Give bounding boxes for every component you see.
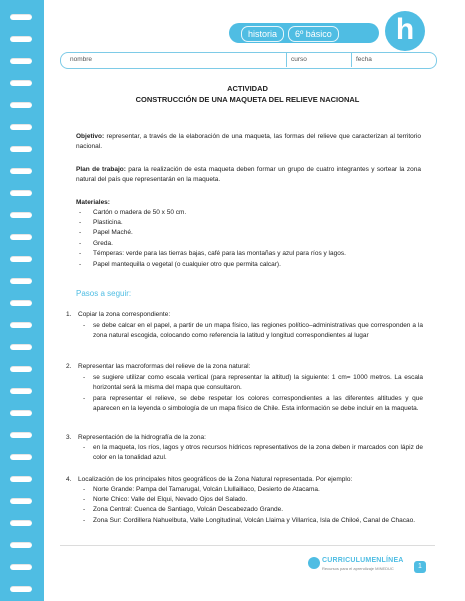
step-detail: Zona Central: Cuenca de Santiago, Volcán Descabezado Grande. (93, 506, 284, 513)
binding-ring (10, 564, 32, 570)
bullet: - (83, 506, 86, 513)
activity-label: ACTIVIDAD (227, 84, 268, 93)
material-item: Greda. (93, 240, 113, 247)
binding-ring (10, 322, 32, 328)
student-info-bar (60, 52, 437, 69)
binding-ring (10, 498, 32, 504)
page-number: 1 (414, 561, 426, 573)
binding-ring (10, 344, 32, 350)
binding-ring (10, 366, 32, 372)
grade-level-tag: 6º básico (288, 26, 339, 42)
bullet: - (83, 517, 86, 524)
binding-ring (10, 432, 32, 438)
spiral-binding (0, 0, 44, 601)
binding-ring (10, 58, 32, 64)
curriculum-logo-icon (308, 557, 320, 569)
course-label: curso (291, 56, 307, 63)
binding-ring (10, 168, 32, 174)
subject-logo-icon: h (385, 11, 425, 51)
step-title: Localización de los principales hitos geográficos de la Zona Natural representada. Por ejemplo: (78, 476, 353, 483)
binding-ring (10, 212, 32, 218)
divider (351, 53, 352, 67)
page-title: CONSTRUCCIÓN DE UNA MAQUETA DEL RELIEVE NACIONAL (135, 95, 360, 104)
binding-ring (10, 300, 32, 306)
material-item: Témperas: verde para las tierras bajas, café para las montañas y azul para ríos y lagos. (93, 250, 346, 257)
bullet: - (79, 229, 82, 236)
binding-ring (10, 388, 32, 394)
binding-ring (10, 476, 32, 482)
subject-tag: historia (241, 26, 284, 42)
bullet: - (79, 250, 82, 257)
step-detail: se sugiere utilizar como escala vertical (para representar la altitud) la siguiente: 1 cm= 1000 metros. La escala horizontal será la misma del mapa que consultaron. (93, 374, 423, 391)
binding-ring (10, 586, 32, 592)
step-title: Representar las macroformas del relieve de la zona natural: (78, 363, 251, 370)
name-label: nombre (70, 56, 93, 63)
bullet: - (83, 486, 86, 493)
bullet: - (83, 395, 86, 402)
step-title: Copiar la zona correspondiente: (78, 311, 171, 318)
bullet: - (79, 240, 82, 247)
bullet: - (79, 209, 82, 216)
bullet: - (83, 374, 86, 381)
bullet: - (83, 496, 86, 503)
binding-ring (10, 146, 32, 152)
materials-heading: Materiales: (76, 199, 110, 206)
step-detail: Zona Sur: Cordillera Nahuelbuta, Valle Longitudinal, Volcán Llaima y Villarrica, Isla de Chiloé, Canal de Chacao. (93, 517, 416, 524)
bullet: - (83, 322, 86, 329)
material-item: Papel mantequilla o vegetal (o cualquier otro que permita calcar). (93, 261, 281, 268)
plan-label: Plan de trabajo: (76, 166, 126, 173)
footer-brand: CURRICULUMENLÍNEA (322, 557, 404, 564)
step-detail: se debe calcar en el papel, a partir de un mapa físico, las regiones político–administrativas que corresponden a la zona natural escogida, colocando como referencia la latitud y longitud correspondientes al lugar (93, 322, 423, 339)
objective-label: Objetivo: (76, 133, 105, 140)
material-item: Papel Maché. (93, 229, 133, 236)
step-detail: para representar el relieve, se debe respetar los colores correspondientes a las diferentes altitudes y que aparecen en la leyenda o simbología de un mapa físico de Chile. Esta información se debe incluir en la maqueta. (93, 395, 423, 412)
step-number: 1. (66, 311, 72, 318)
binding-ring (10, 14, 32, 20)
bullet: - (79, 219, 82, 226)
binding-ring (10, 190, 32, 196)
plan-text: para la realización de esta maqueta deben formar un grupo de cuatro integrantes y sortear la zona natural del país que representarán en la maqueta. (76, 166, 421, 183)
bullet: - (83, 444, 86, 451)
binding-ring (10, 234, 32, 240)
binding-ring (10, 454, 32, 460)
step-number: 2. (66, 363, 72, 370)
divider (286, 53, 287, 67)
step-detail: en la maqueta, los ríos, lagos y otros recursos hídricos representativos de la zona deben ir marcados con lápiz de color en la tonalidad azul. (93, 444, 423, 461)
step-number: 4. (66, 476, 72, 483)
binding-ring (10, 124, 32, 130)
step-detail: Norte Chico: Valle del Elqui, Nevado Ojos del Salado. (93, 496, 248, 503)
step-title: Representación de la hidrografía de la zona: (78, 434, 206, 441)
objective-paragraph (76, 132, 421, 151)
binding-ring (10, 102, 32, 108)
material-item: Cartón o madera de 50 x 50 cm. (93, 209, 187, 216)
binding-ring (10, 410, 32, 416)
plan-paragraph (76, 165, 421, 184)
binding-ring (10, 542, 32, 548)
date-label: fecha (356, 56, 372, 63)
step-detail: Norte Grande: Pampa del Tamarugal, Volcán Llullaillaco, Desierto de Atacama. (93, 486, 320, 493)
objective-text: representar, a través de la elaboración de una maqueta, las formas del relieve que caracterizan al territorio nacional. (76, 133, 421, 150)
footer-divider (60, 545, 435, 546)
bullet: - (79, 261, 82, 268)
binding-ring (10, 520, 32, 526)
binding-ring (10, 278, 32, 284)
steps-heading: Pasos a seguir: (76, 289, 132, 298)
step-number: 3. (66, 434, 72, 441)
material-item: Plasticina. (93, 219, 123, 226)
footer-tagline: Recursos para el aprendizaje MINEDUC (322, 566, 394, 571)
binding-ring (10, 80, 32, 86)
binding-ring (10, 36, 32, 42)
binding-ring (10, 256, 32, 262)
